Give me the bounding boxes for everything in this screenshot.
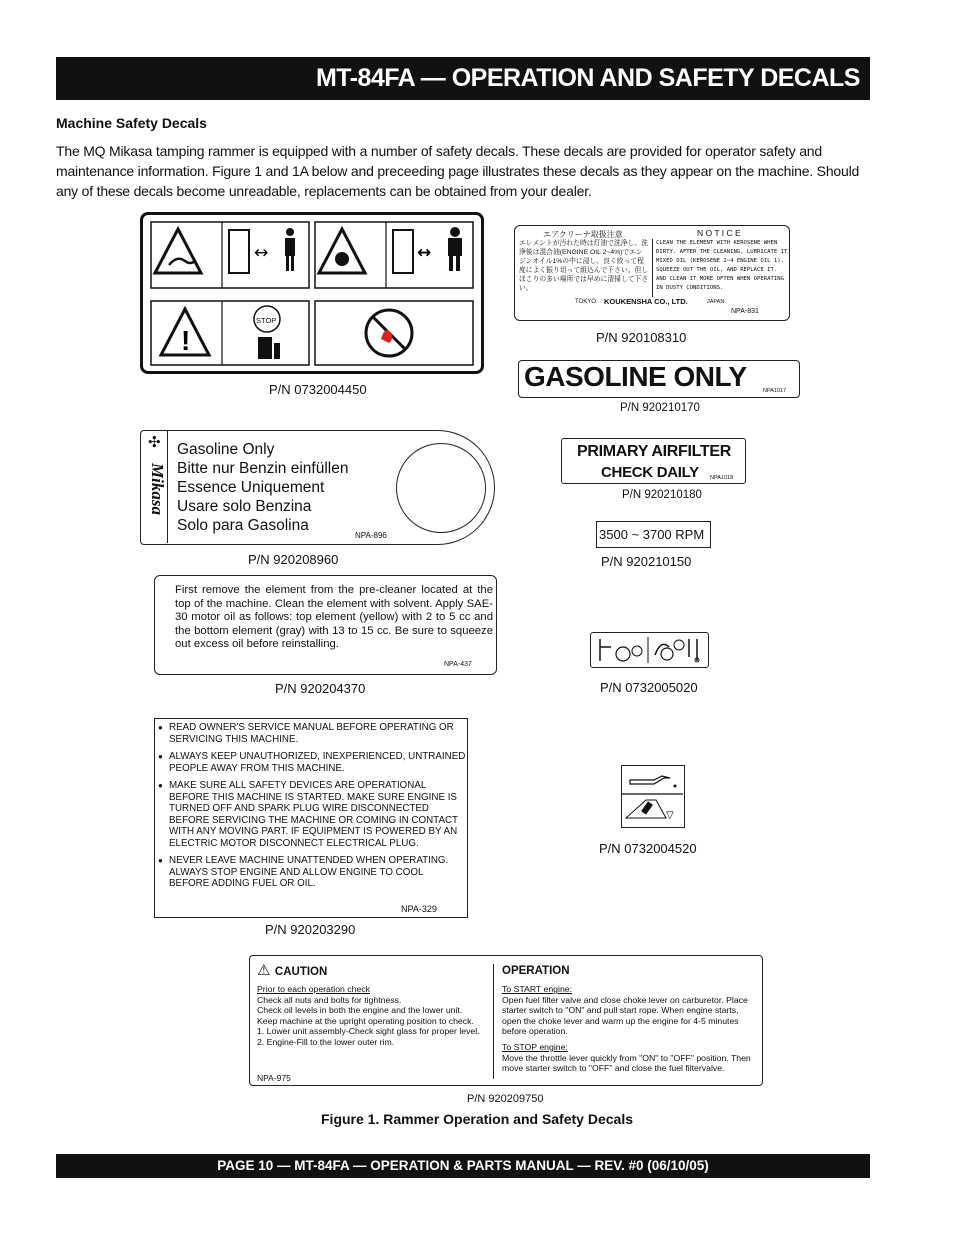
pn-airfilter: P/N 920210180 (622, 489, 702, 501)
fuel-line-2: Bitte nur Benzin einfüllen (177, 460, 349, 477)
svg-text:!: ! (181, 325, 191, 356)
pn-safety-rules: P/N 920203290 (265, 922, 356, 937)
caution-code: NPA-975 (257, 1073, 291, 1083)
safety-rule-4: ● NEVER LEAVE MACHINE UNATTENDED WHEN OPERATING. ALWAYS STOP ENGINE AND ALLOW ENGINE TO COOL BEFORE ADDING FUEL OR OIL. (158, 855, 466, 890)
pn-precleaner: P/N 920204370 (275, 681, 366, 696)
notice-company: KOUKENSHA CO., LTD. (604, 297, 688, 306)
notice-title-jp: エアクリーナ取扱注意 (543, 230, 623, 239)
caution-prior-1: Check all nuts and bolts for tightness. (257, 994, 402, 1005)
intro-paragraph: The MQ Mikasa tamping rammer is equipped with a number of safety decals. These decals are provided for operator safety and maintenance information. Figure 1 and 1A below and preceeding page illustrates these decals as they appear on the machine. Should any of these decals become unreadable, replacements can be obtained from your dealer. (56, 143, 860, 199)
fuel-line-3: Essence Uniquement (177, 479, 325, 496)
notice-code: NPA-831 (731, 308, 759, 315)
caution-prior-heading: Prior to each operation check (257, 984, 371, 994)
caution-title: CAUTION (274, 966, 328, 978)
pn-gasoline-only: P/N 920210170 (620, 402, 700, 414)
gasoline-only-decal (518, 360, 800, 398)
gasoline-only-code: NPA1017 (763, 388, 787, 394)
gasoline-only-text: GASOLINE ONLY (524, 361, 747, 392)
pn-pictogram: P/N 0732004450 (269, 382, 367, 397)
operation-stop-text: Move the throttle lever quickly from "ON" to "OFF" position. Then move starter switch to "OFF" and close the fuel filtervalve. (502, 1052, 751, 1074)
notice-title-en: N O T I C E (697, 228, 741, 238)
mikasa-logo: Mikasa (148, 463, 167, 515)
fuel-cap-circle (396, 443, 486, 533)
rpm-decal (596, 521, 711, 548)
notice-decal (514, 225, 790, 321)
precleaner-text: First remove the element from the pre-cleaner located at the top of the machine. Clean the element with solvent. Apply SAE-30 motor oil as follows: top element (yellow) with 2 to 5 cc and the bottom element (gray) with 13 to 15 cc. Be sure to squeeze out excess oil before reinstalling. (175, 584, 493, 650)
choke-decal (590, 632, 709, 668)
fuel-lang-code: NPA-896 (355, 531, 387, 540)
pn-choke: P/N 0732005020 (600, 680, 698, 695)
fuel-language-decal (140, 430, 495, 545)
pn-caution-operation: P/N 920209750 (467, 1093, 544, 1105)
page-footer: PAGE 10 — MT-84FA — OPERATION & PARTS MANUAL — REV. #0 (06/10/05) (56, 1154, 870, 1178)
fuel-line-1: Gasoline Only (177, 441, 275, 458)
caution-prior-3: Keep machine at the upright operating position to check. (257, 1015, 474, 1026)
pn-oil: P/N 0732004520 (599, 841, 697, 856)
mikasa-emblem-icon: ✣ (148, 434, 161, 451)
airfilter-decal (561, 438, 746, 484)
caution-warning-icon: ⚠ (257, 962, 271, 979)
pn-rpm: P/N 920210150 (601, 554, 692, 569)
caution-prior-5: 2. Engine-Fill to the lower outer rim. (257, 1036, 395, 1047)
fuel-line-4: Usare solo Benzina (177, 498, 312, 515)
operation-start-text: Open fuel filter valve and close choke lever on carburetor. Place starter switch to "ON" and pull start rope. When engine starts, open the choke lever and warm up the engine for 4-5 minutes before operation. (502, 994, 748, 1037)
caution-prior-4: 1. Lower unit assembly-Check sight glass for proper level. (257, 1026, 480, 1037)
precleaner-code: NPA-437 (444, 661, 472, 668)
notice-tokyo: TOKYO (575, 299, 596, 305)
operation-title: OPERATION (502, 965, 570, 977)
pn-notice: P/N 920108310 (596, 330, 687, 345)
operation-stop-heading: To STOP engine: (502, 1041, 568, 1052)
airfilter-line2: CHECK DAILY (601, 464, 699, 481)
safety-rules-code: NPA-329 (401, 904, 437, 914)
stop-label: STOP (256, 316, 277, 325)
svg-text:↔: ↔ (417, 243, 432, 263)
caution-prior-2: Check oil levels in both the engine and the lower unit. (257, 1005, 463, 1016)
svg-text:▽: ▽ (666, 810, 674, 821)
precleaner-decal (154, 575, 497, 675)
safety-rules-decal (154, 718, 468, 918)
page-title: MT-84FA — OPERATION AND SAFETY DECALS (56, 57, 870, 100)
figure-caption: Figure 1. Rammer Operation and Safety Decals (321, 1111, 633, 1127)
notice-japan: JAPAN (707, 299, 725, 305)
safety-rule-2: ● ALWAYS KEEP UNAUTHORIZED, INEXPERIENCED, UNTRAINED PEOPLE AWAY FROM THIS MACHINE. (158, 751, 466, 774)
airfilter-code: NPA1018 (710, 475, 734, 481)
operation-start-heading: To START engine: (502, 984, 573, 994)
pn-fuel-language: P/N 920208960 (248, 552, 339, 567)
caution-operation-decal (249, 955, 763, 1086)
svg-text:↔: ↔ (254, 243, 269, 263)
notice-en-text: CLEAN THE ELEMENT WITH KEROSENE WHEN DIRTY. AFTER THE CLEANING, LUBRICATE IT MIXED OIL (KEROSENE 2~4 ENGINE OIL 1). SQUEEZE OUT THE OIL, AND REPLACE IT. AND CLEAN IT MORE OFTEN WHEN OPERATING IN DUSTY CONDITIONS. (656, 240, 788, 291)
section-heading: Machine Safety Decals (56, 115, 207, 131)
pictogram-decal (140, 212, 484, 374)
safety-rule-3: ● MAKE SURE ALL SAFETY DEVICES ARE OPERATIONAL BEFORE THIS MACHINE IS STARTED. MAKE SURE ENGINE IS TURNED OFF AND SPARK PLUG WIRE DISCONNECTED BEFORE SERVICING THE MACHINE OR COMING IN CONTACT WITH ANY MOVING PART. IF EQUIPMENT IS POWERED BY AN ELECTRIC MOTOR DISCONNECT ELECTRICAL PLUG. (158, 780, 466, 849)
fuel-line-5: Solo para Gasolina (177, 517, 309, 534)
oil-decal (621, 765, 685, 828)
notice-jp-text: エレメントが汚れた時は灯油で洗浄し、洗浄後は混合油(ENGINE OIL 2~4%)でエンジンオイル1%の中に浸し、良く絞って程度によく振り切って組込んで下さい。但しほこりの多い場所では早めに清掃して下さい。 (519, 240, 649, 292)
safety-rule-1: ● READ OWNER'S SERVICE MANUAL BEFORE OPERATING OR SERVICING THIS MACHINE. (158, 722, 466, 745)
airfilter-line1: PRIMARY AIRFILTER (577, 443, 732, 460)
rpm-text: 3500 ~ 3700 RPM (599, 527, 705, 542)
